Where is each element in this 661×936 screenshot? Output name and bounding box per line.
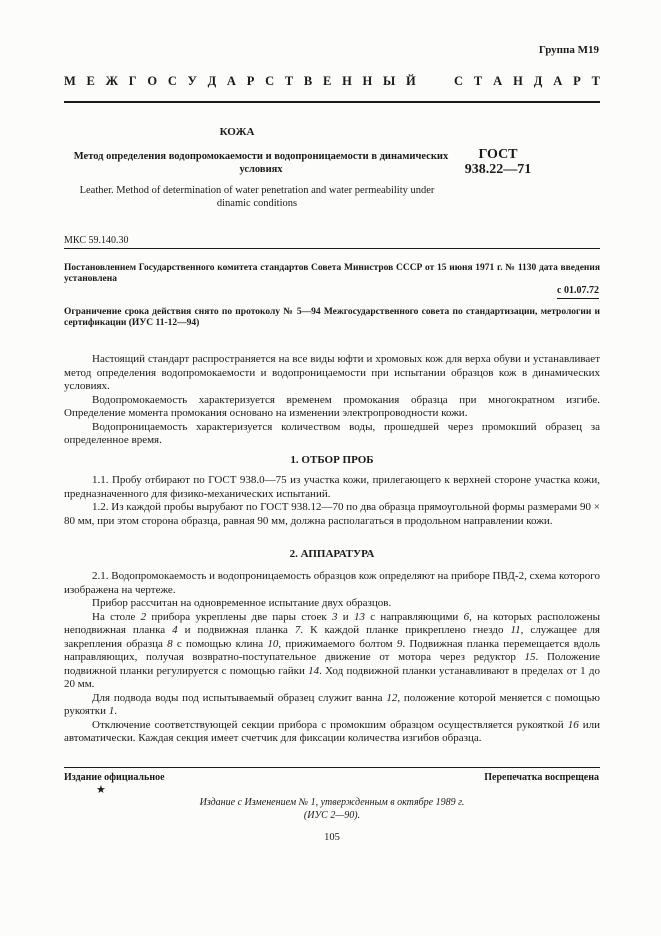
intro-paragraph: Настоящий стандарт распространяется на все виды юфти и хромовых кож для верха обуви и устанавливает метод определения водопромокаемости и водопроницаемости при испытании образцов кож в динамических условиях. — [64, 353, 600, 392]
section-sampling-text — [64, 474, 600, 528]
title-word-standard: С Т А Н Д А Р Т — [454, 74, 600, 88]
mks-rule — [64, 248, 600, 249]
section-heading-apparatus: 2. АППАРАТУРА — [289, 548, 375, 560]
intro-text — [64, 353, 600, 448]
edition-line: Издание с Изменением № 1, утвержденным в октябре 1989 г. — [199, 797, 465, 808]
resolution-text: Постановлением Государственного комитета стандартов Совета Министров СССР от 15 июня 1971 г. № 1130 дата введения установлена — [64, 263, 600, 284]
clause-2-1: 2.1. Водопромокаемость и водопроницаемость образцов кож определяют на приборе ПВД-2, схема которого изображена на чертеже. — [64, 570, 600, 596]
apparatus-capacity: Прибор рассчитан на одновременное испытание двух образцов. — [92, 597, 392, 609]
clause-1-1: 1.1. Пробу отбирают по ГОСТ 938.0—75 из участка кожи, прилегающего к верхней стороне участка кожи, предназначенного для физико-механических испытаний. — [64, 474, 600, 500]
edition-note — [64, 797, 600, 822]
title-word-interstate: М Е Ж Г О С У Д А Р С Т В Е Н Н Ы Й — [64, 74, 416, 88]
intro-paragraph: Водопромокаемость характеризуется временем промокания образца при многократном изгибе. Определение момента промокания основано на изменении электропроводности кожи. — [64, 393, 600, 419]
switch-off-description: Отключение соответствующей секции прибора с промокшим образцом осуществляется рукояткой 16 или автоматически. Каждая секция имеет счетчик для фиксации количества изгибов образца. — [64, 718, 600, 744]
limit-note: Ограничение срока действия снято по протоколу № 5—94 Межгосударственного совета по стандартизации, метрологии и сертификации (ИУС 11-12—94) — [64, 307, 600, 328]
method-title-ru: Метод определения водопромокаемости и водопроницаемости в динамических условиях — [73, 151, 449, 175]
star-icon: ★ — [96, 784, 106, 796]
section-heading-sampling: 1. ОТБОР ПРОБ — [290, 454, 374, 466]
gost-number: 938.22—71 — [464, 162, 532, 177]
official-edition-label: Издание официальное — [64, 772, 165, 783]
water-bath-description: Для подвода воды под испытываемый образец служит ванна 12, положение которой меняется с помощью рукоятки 1. — [64, 691, 601, 717]
section-apparatus-text — [64, 570, 600, 746]
reprint-notice: Перепечатка воспрещена — [484, 772, 599, 783]
method-title-en: Leather. Method of determination of water penetration and water permeability under dinamic conditions — [79, 185, 435, 209]
effective-date: с 01.07.72 — [557, 285, 599, 299]
edition-line: (ИУС 2—90). — [303, 809, 361, 821]
gost-label: ГОСТ — [478, 147, 518, 162]
mks-code: МКС 59.140.30 — [64, 235, 129, 246]
gost-designation — [458, 147, 538, 177]
intro-paragraph: Водопроницаемость характеризуется количеством воды, прошедшей через промокший образец за определенное время. — [64, 420, 600, 446]
apparatus-description: На столе 2 прибора укреплены две пары стоек 3 и 13 с направляющими 6, на которых расположены неподвижная планка 4 и подвижная планка 7. К каждой планке прикреплено гнездо 11, служащее для закрепления образца 8 с помощью клина 10, прижимаемого болтом 9. Подвижная планка перемещается вдоль направляющих, получая возвратно-поступательное движение от мотора через редуктор 15. Положение подвижной планки регулируется с помощью гайки 14. Ход подвижной планки устанавливают в пределах от 1 до 20 мм. — [64, 610, 601, 690]
footer-rule — [64, 767, 600, 768]
page-number: 105 — [324, 832, 340, 843]
header-rule — [64, 101, 600, 103]
group-label: Группа М19 — [538, 44, 599, 56]
subject-title: КОЖА — [219, 126, 255, 138]
clause-1-2: 1.2. Из каждой пробы вырубают по ГОСТ 938.12—70 по два образца прямоугольной формы размерами 90 × 80 мм, при этом сторона образца, равная 90 мм, должна располагаться в продольном направлении кожи. — [64, 501, 600, 527]
standard-type-title — [64, 74, 600, 89]
